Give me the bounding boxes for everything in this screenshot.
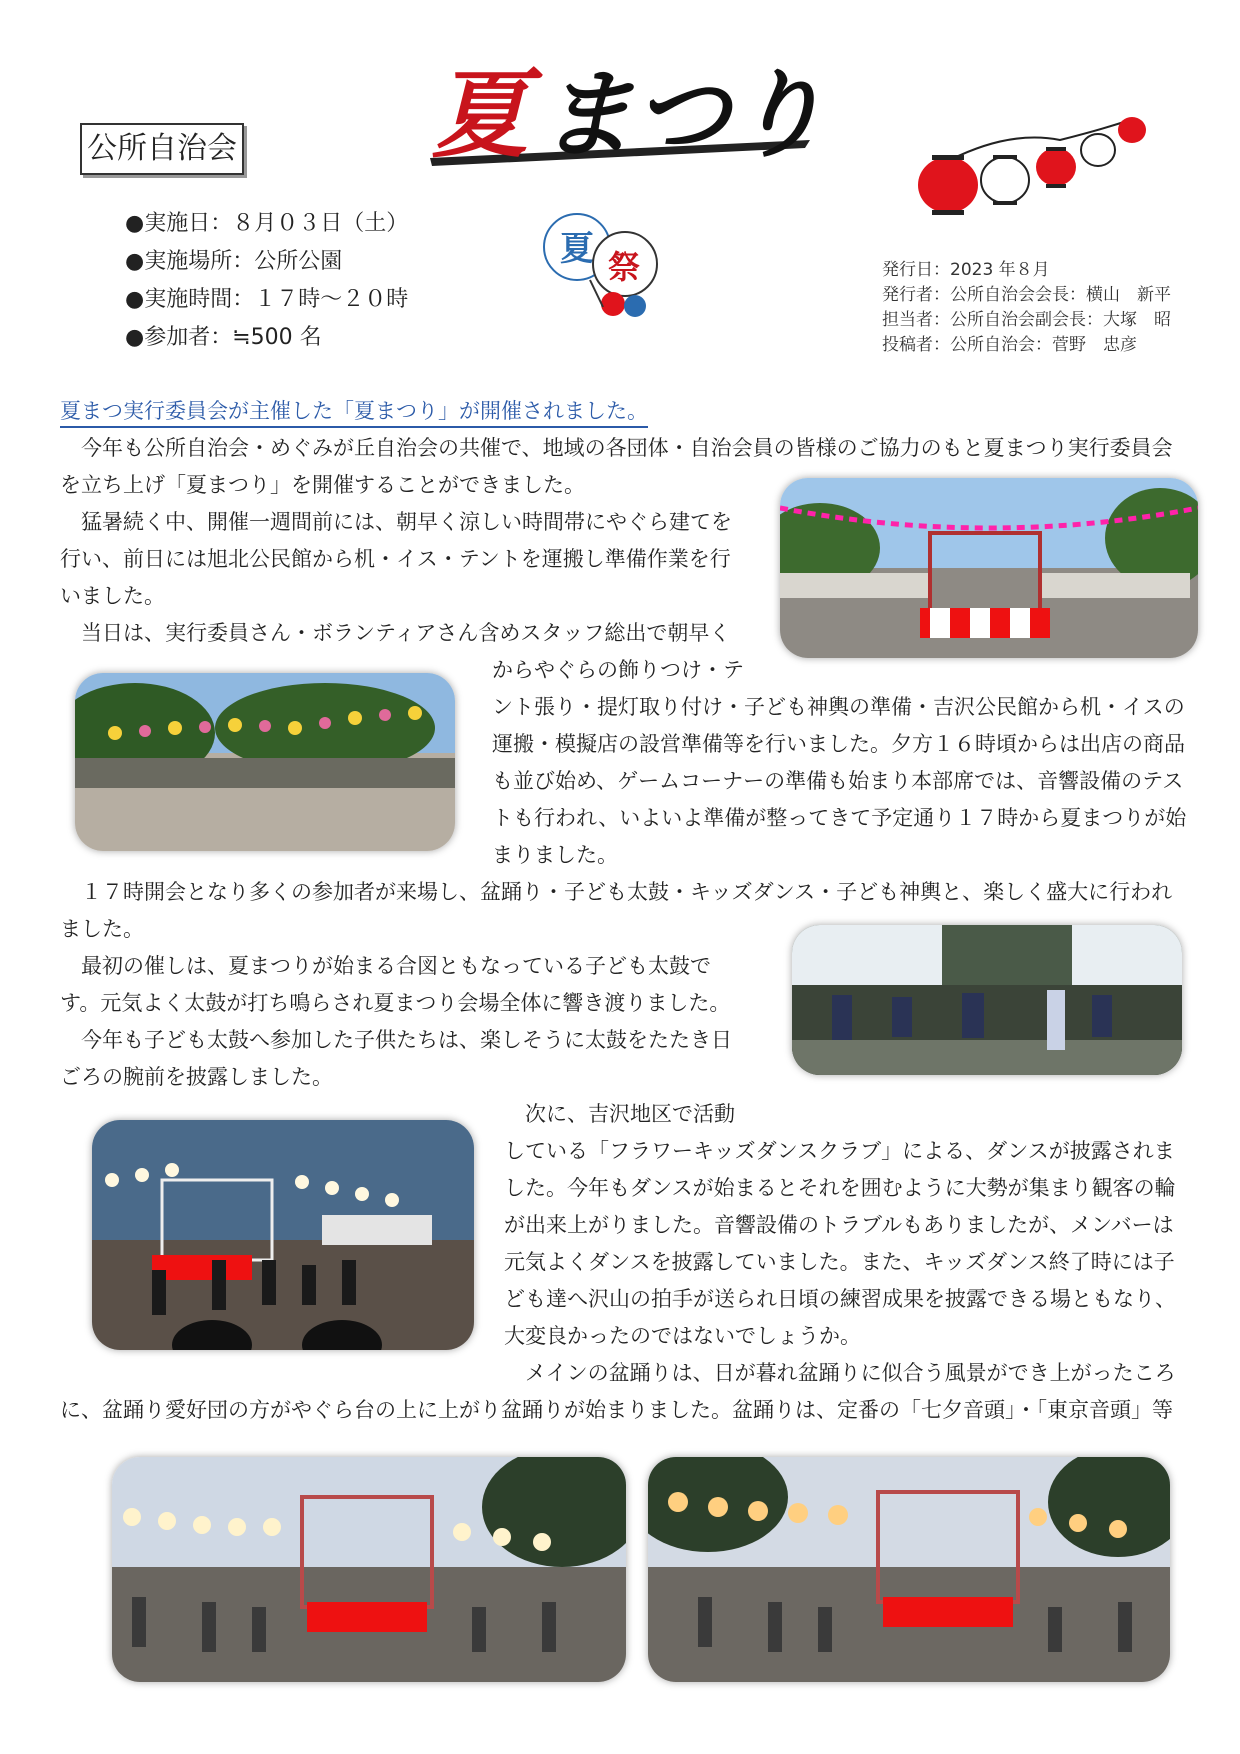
photo-children-taiko bbox=[792, 925, 1182, 1075]
photo-bon-odori-1 bbox=[112, 1457, 626, 1682]
fan-char-festival: 祭 bbox=[608, 248, 641, 286]
article-line: まりました。 bbox=[492, 843, 618, 867]
article-line: 今年も公所自治会・めぐみが丘自治会の共催で、地域の各団体・自治会員の皆様のご協力のもと夏まつり実行委員会 bbox=[60, 436, 1173, 460]
event-time: ●実施時間：１７時～２０時 bbox=[125, 287, 409, 312]
publisher: 発行者：公所自治会会長：横山 新平 bbox=[882, 285, 1171, 305]
publish-date: 発行日：2023 年８月 bbox=[882, 260, 1050, 280]
photo-bon-odori-2 bbox=[648, 1457, 1170, 1682]
photo-yagura-setup bbox=[780, 478, 1198, 658]
article-line: メインの盆踊りは、日が暮れ盆踊りに似合う風景ができ上がったころ bbox=[504, 1361, 1176, 1385]
event-info-list bbox=[125, 205, 408, 357]
article-line: １７時開会となり多くの参加者が来場し、盆踊り・子ども太鼓・キッズダンス・子ども神輿と、楽しく盛大に行われ bbox=[60, 880, 1173, 904]
contributor: 投稿者：公所自治会：菅野 忠彦 bbox=[882, 335, 1137, 355]
article-line: 運搬・模擬店の設営準備等を行いました。夕方１６時頃からは出店の商品 bbox=[492, 732, 1185, 756]
article-line: を立ち上げ「夏まつり」を開催することができました。 bbox=[60, 473, 585, 497]
article-line: す。元気よく太鼓が打ち鳴らされ夏まつり会場全体に響き渡りました。 bbox=[60, 991, 731, 1015]
article-headline: 夏まつ実行委員会が主催した「夏まつり」が開催されました。 bbox=[60, 395, 648, 428]
event-participants: ●参加者：≒500 名 bbox=[125, 325, 322, 350]
article-line: 行い、前日には旭北公民館から机・イス・テントを運搬し準備作業を行 bbox=[60, 547, 731, 571]
title-rest: まつり bbox=[538, 59, 820, 171]
article-line: ごろの腕前を披露しました。 bbox=[60, 1065, 333, 1089]
article-line: 元気よくダンスを披露していました。また、キッズダンス終了時には子 bbox=[504, 1250, 1175, 1274]
event-place: ●実施場所：公所公園 bbox=[125, 249, 343, 274]
photo-kids-dance bbox=[92, 1120, 474, 1350]
uchiwa-fans-illustration bbox=[535, 212, 675, 326]
person-in-charge: 担当者：公所自治会副会長：大塚 昭 bbox=[882, 310, 1171, 330]
article-line: に、盆踊り愛好団の方がやぐら台の上に上がり盆踊りが始まりました。盆踊りは、定番の「七夕音頭」・「東京音頭」等 bbox=[60, 1398, 1173, 1422]
lanterns-decoration bbox=[910, 105, 1150, 229]
article-line: した。今年もダンスが始まるとそれを囲むように大勢が集まり観客の輪 bbox=[504, 1176, 1176, 1200]
article-line: 大変良かったのではないでしょうか。 bbox=[504, 1324, 861, 1348]
article-line: からやぐらの飾りつけ・テ bbox=[492, 658, 744, 682]
article-line: ント張り・提灯取り付け・子ども神輿の準備・吉沢公民館から机・イスの bbox=[492, 695, 1185, 719]
article-line: も並び始め、ゲームコーナーの準備も始まり本部席では、音響設備のテス bbox=[492, 769, 1184, 793]
organization-label: 公所自治会 bbox=[80, 123, 244, 175]
article-line: トも行われ、いよいよ準備が整ってきて予定通り１７時から夏まつりが始 bbox=[492, 806, 1187, 830]
article-line: 当日は、実行委員さん・ボランティアさん含めスタッフ総出で朝早く bbox=[60, 621, 731, 645]
fan-char-summer: 夏 bbox=[560, 229, 594, 269]
event-date: ●実施日：８月０３日（土） bbox=[125, 211, 409, 236]
article-line: 次に、吉沢地区で活動 bbox=[504, 1102, 735, 1126]
article-line: ども達へ沢山の拍手が送られ日頃の練習成果を披露できる場ともなり、 bbox=[504, 1287, 1176, 1311]
title-first-char: 夏 bbox=[432, 59, 528, 171]
article-line: が出来上がりました。音響設備のトラブルもありましたが、メンバーは bbox=[504, 1213, 1174, 1237]
article-line: 猛暑続く中、開催一週間前には、朝早く涼しい時間帯にやぐら建てを bbox=[60, 510, 732, 534]
article-line: いました。 bbox=[60, 584, 165, 608]
photo-park-lanterns bbox=[75, 673, 455, 851]
article-line: 最初の催しは、夏まつりが始まる合図ともなっている子ども太鼓で bbox=[60, 954, 711, 978]
article-line: している「フラワーキッズダンスクラブ」による、ダンスが披露されま bbox=[504, 1139, 1175, 1163]
page-title bbox=[420, 40, 820, 180]
article-line: 今年も子ども太鼓へ参加した子供たちは、楽しそうに太鼓をたたき日 bbox=[60, 1028, 732, 1052]
publication-info bbox=[882, 258, 1171, 358]
article-line: ました。 bbox=[60, 917, 144, 941]
